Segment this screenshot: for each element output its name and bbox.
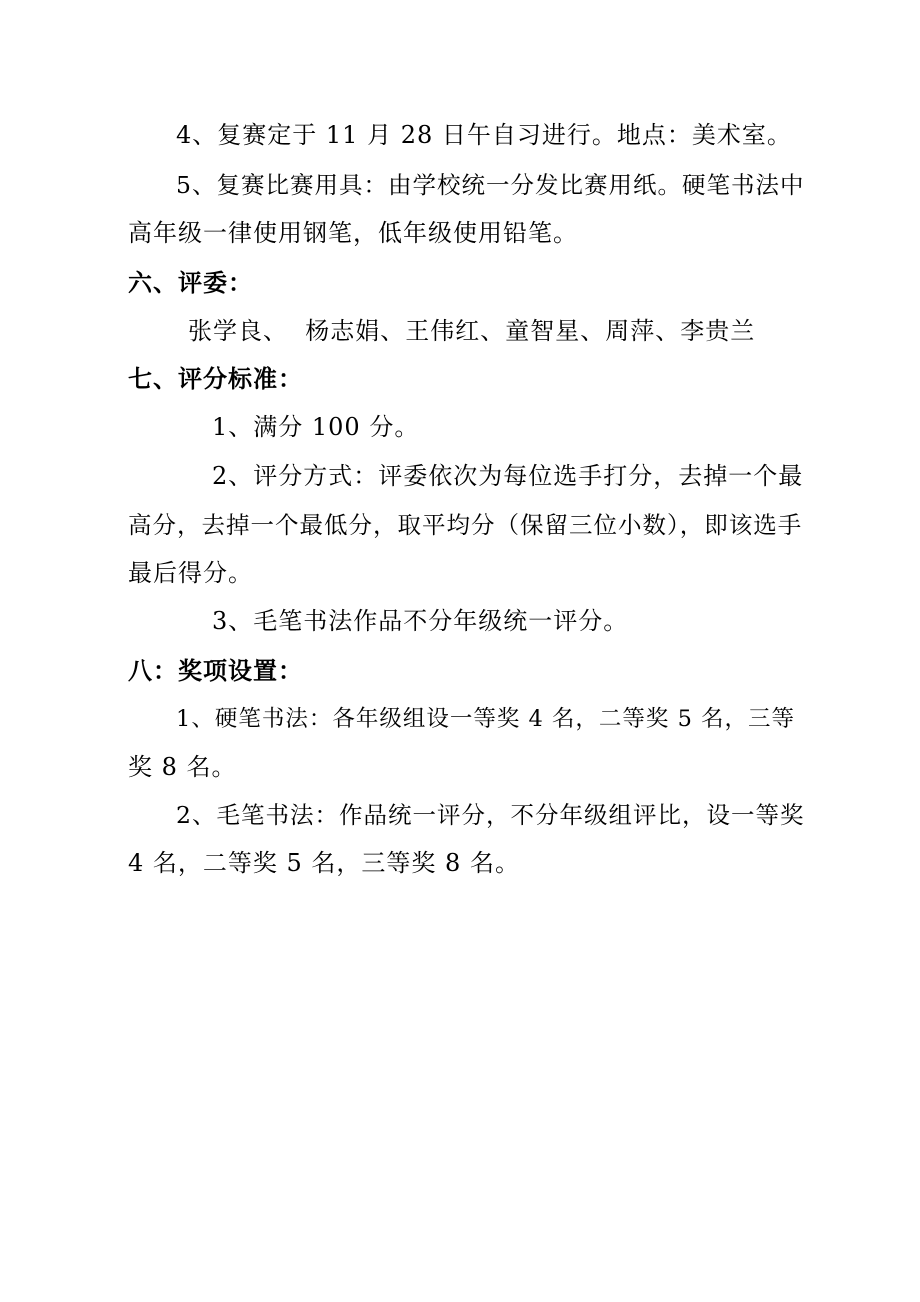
rule-item-5-line-1: 5、复赛比赛用具：由学校统一分发比赛用纸。硬笔书法中 (176, 171, 805, 199)
rule-item-4: 4、复赛定于 11 月 28 日午自习进行。地点：美术室。 (176, 121, 792, 149)
scoring-item-2-line-3: 最后得分。 (128, 559, 253, 587)
awards-item-2-line-1: 2、毛笔书法：作品统一评分，不分年级组评比，设一等奖 (176, 801, 805, 829)
awards-item-1-line-1: 1、硬笔书法：各年级组设一等奖 4 名，二等奖 5 名，三等 (176, 706, 796, 732)
scoring-item-2-line-2: 高分，去掉一个最低分，取平均分（保留三位小数），即该选手 (128, 511, 803, 539)
section-heading-awards: 八：奖项设置： (128, 657, 303, 685)
awards-item-2-line-2: 4 名，二等奖 5 名，三等奖 8 名。 (128, 849, 520, 877)
section-heading-judges: 六、评委： (128, 269, 253, 297)
scoring-item-1: 1、满分 100 分。 (212, 413, 420, 441)
scoring-item-2-line-1: 2、评分方式：评委依次为每位选手打分，去掉一个最 (212, 462, 804, 490)
section-heading-scoring: 七、评分标准： (128, 365, 303, 393)
judges-list: 张学良、 杨志娟、王伟红、童智星、周萍、李贵兰 (188, 317, 756, 345)
rule-item-5-line-2: 高年级一律使用钢笔，低年级使用铅笔。 (128, 219, 578, 247)
awards-item-1-line-2: 奖 8 名。 (128, 753, 237, 781)
scoring-item-3: 3、毛笔书法作品不分年级统一评分。 (212, 607, 629, 635)
